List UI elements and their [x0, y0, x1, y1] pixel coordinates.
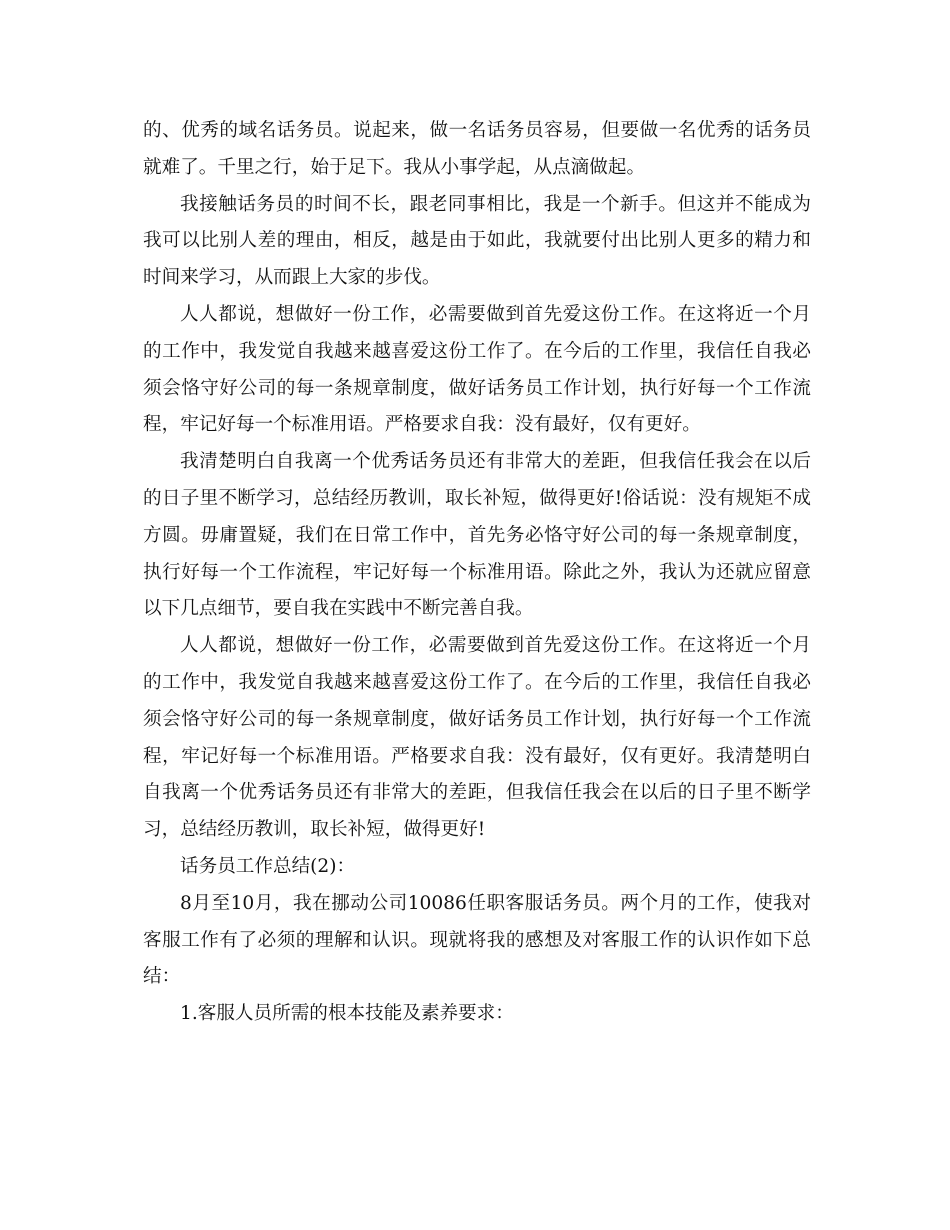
paragraph-line: 结：: [143, 966, 181, 988]
paragraph-line: 的工作中，我发觉自我越来越喜爱这份工作了。在今后的工作里，我信任自我必: [143, 671, 811, 693]
paragraph-line: 的工作中，我发觉自我越来越喜爱这份工作了。在今后的工作里，我信任自我必: [143, 340, 811, 362]
paragraph-line: 我清楚明白自我离一个优秀话务员还有非常大的差距，但我信任我会在以后: [180, 451, 811, 473]
paragraph-line: 8月至10月，我在挪动公司10086任职客服话务员。两个月的工作，使我对: [180, 892, 811, 914]
paragraph-line: 的日子里不断学习，总结经历教训，取长补短，做得更好!俗话说：没有规矩不成: [143, 487, 811, 509]
paragraph-line: 的、优秀的域名话务员。说起来，做一名话务员容易，但要做一名优秀的话务员: [143, 120, 811, 141]
paragraph-line: 方圆。毋庸置疑，我们在日常工作中，首先务必恪守好公司的每一条规章制度，: [143, 524, 811, 546]
paragraph-line: 须会恪守好公司的每一条规章制度，做好话务员工作计划，执行好每一个工作流: [143, 377, 811, 399]
document-body: [143, 113, 811, 1033]
paragraph-line: 执行好每一个工作流程，牢记好每一个标准用语。除此之外，我认为还就应留意: [143, 561, 811, 583]
section-heading: 话务员工作总结(2)：: [180, 855, 356, 877]
paragraph-line: 须会恪守好公司的每一条规章制度，做好话务员工作计划，执行好每一个工作流: [143, 708, 811, 730]
list-item: 1.客服人员所需的根本技能及素养要求：: [180, 1003, 514, 1025]
paragraph-line: 客服工作有了必须的理解和认识。现就将我的感想及对客服工作的认识作如下总: [143, 929, 811, 951]
paragraph-line: 以下几点细节，要自我在实践中不断完善自我。: [143, 598, 534, 620]
paragraph-line: 自我离一个优秀话务员还有非常大的差距，但我信任我会在以后的日子里不断学: [143, 782, 811, 804]
paragraph-line: 我可以比别人差的理由，相反，越是由于如此，我就要付出比别人更多的精力和: [143, 230, 811, 252]
paragraph-line: 人人都说，想做好一份工作，必需要做到首先爱这份工作。在这将近一个月: [180, 303, 811, 325]
paragraph-line: 习，总结经历教训，取长补短，做得更好!: [143, 819, 486, 841]
paragraph-line: 我接触话务员的时间不长，跟老同事相比，我是一个新手。但这并不能成为: [180, 193, 811, 215]
paragraph-line: 程，牢记好每一个标准用语。严格要求自我：没有最好，仅有更好。我清楚明白: [143, 745, 811, 767]
paragraph-line: 就难了。千里之行，始于足下。我从小事学起，从点滴做起。: [143, 156, 646, 178]
paragraph-line: 程，牢记好每一个标准用语。严格要求自我：没有最好，仅有更好。: [143, 414, 701, 436]
paragraph-line: 人人都说，想做好一份工作，必需要做到首先爱这份工作。在这将近一个月: [180, 635, 811, 657]
paragraph-line: 时间来学习，从而跟上大家的步伐。: [143, 267, 441, 289]
